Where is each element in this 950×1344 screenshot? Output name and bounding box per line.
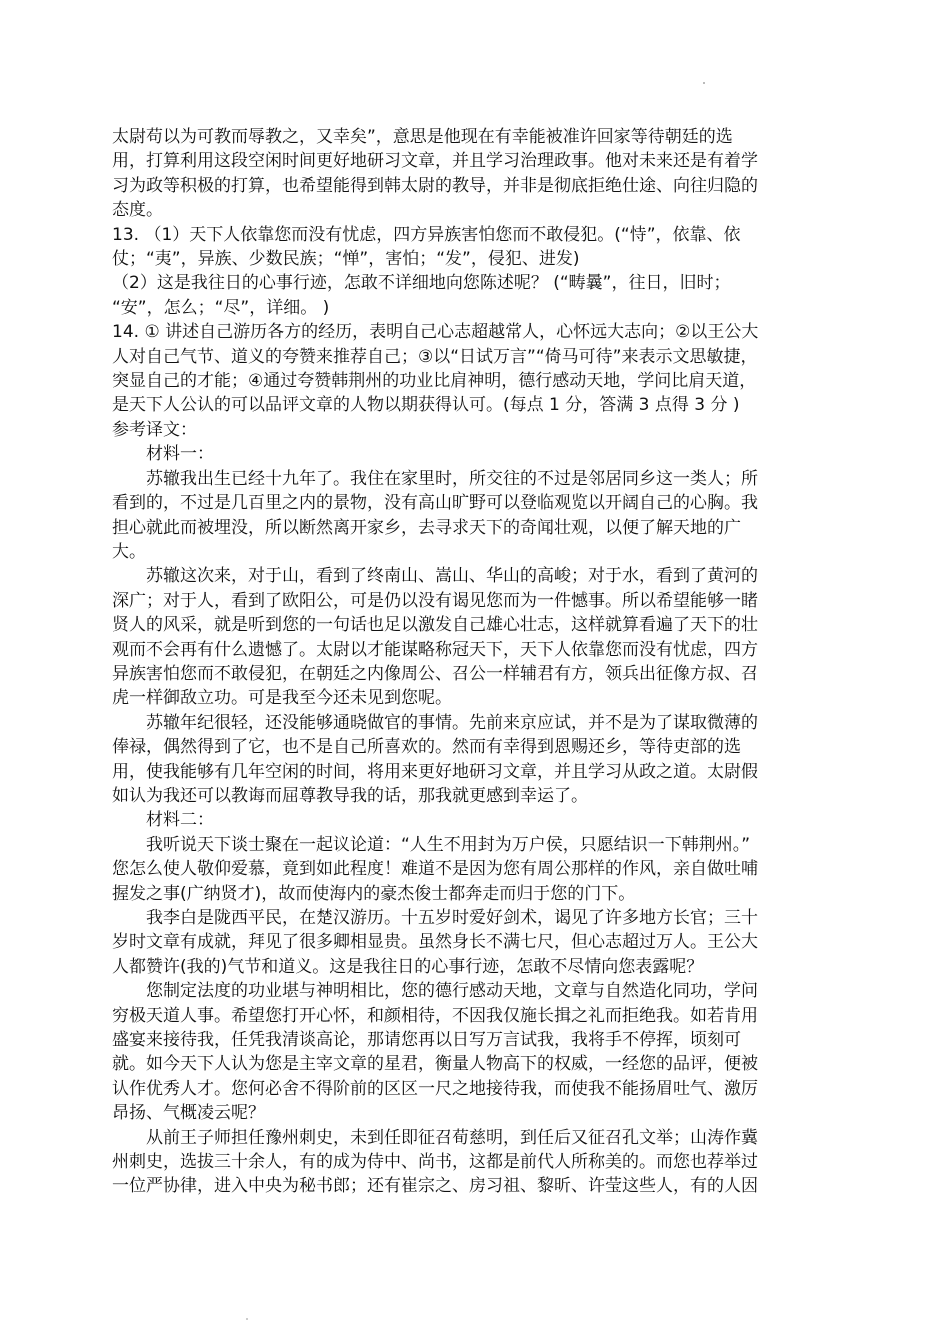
text-line: 用，打算利用这段空闲时间更好地研习文章，并且学习治理政事。他对未来还是有着学 xyxy=(112,151,758,172)
paragraph-start: 苏辙我出生已经十九年了。我住在家里时，所交往的不过是邻居同乡这一类人；所 xyxy=(146,468,758,489)
text-line: “安”，怎么；“尽”，详细。 ) xyxy=(112,297,330,318)
text-line: 俸禄，偶然得到了它，也不是自己所喜欢的。然而有幸得到恩赐还乡，等待吏部的选 xyxy=(112,737,741,758)
text-line: 如认为我还可以教诲而屈尊教导我的话，那我就更感到幸运了。 xyxy=(112,785,588,806)
text-line: 看到的，不过是几百里之内的景物，没有高山旷野可以登临观览以开阔自己的心胸。我 xyxy=(112,493,758,514)
text-line: 穷极天道人事。希望您打开心怀，和颜相待，不因我仅施长揖之礼而拒绝我。如若肯用 xyxy=(112,1005,758,1026)
text-line: 岁时文章有成就，拜见了很多卿相显贵。虽然身长不满七尺，但心志超过万人。王公大 xyxy=(112,932,758,953)
paragraph-start: 我听说天下谈士聚在一起议论道：“人生不用封为万户侯，只愿结识一下韩荆州。” xyxy=(146,834,751,855)
text-line: 盛宴来接待我，任凭我清谈高论，那请您再以日写万言试我，我将手不停挥，顷刻可 xyxy=(112,1030,741,1051)
text-line: 握发之事(广纳贤才)，故而使海内的豪杰俊士都奔走而归于您的门下。 xyxy=(112,883,636,904)
document-body xyxy=(112,125,842,1199)
text-line: 是天下人公认的可以品评文章的人物以期获得认可。(每点 1 分，答满 3 点得 3 分 ) xyxy=(112,395,740,416)
text-line: 您怎么使人敬仰爱慕，竟到如此程度！难道不是因为您有周公那样的作风，亲自做吐哺 xyxy=(112,859,758,880)
paragraph-start: 从前王子师担任豫州刺史，未到任即征召荀慈明，到任后又征召孔文举；山涛作冀 xyxy=(146,1127,758,1148)
paragraph-start: 您制定法度的功业堪与神明相比，您的德行感动天地，文章与自然造化同功，学问 xyxy=(146,981,758,1002)
text-line: 就。如今天下人认为您是主宰文章的星君，衡量人物高下的权威，一经您的品评，便被 xyxy=(112,1054,758,1075)
text-line: 观而不会再有什么遗憾了。太尉以才能谋略称冠天下，天下人依靠您而没有忧虑，四方 xyxy=(112,639,758,660)
material-one-heading: 材料一： xyxy=(146,444,214,465)
corner-mark xyxy=(703,82,705,84)
text-line: 昂扬、气概凌云呢？ xyxy=(112,1103,265,1124)
text-line: 认作优秀人才。您何必舍不得阶前的区区一尺之地接待我，而使我不能扬眉吐气、激厉 xyxy=(112,1078,758,1099)
text-line: 大。 xyxy=(112,541,146,562)
text-line: 仗；“夷”，异族、少数民族；“惮”，害怕；“发”，侵犯、进发) xyxy=(112,249,580,270)
text-line: 深广；对于人，看到了欧阳公，可是仍以没有谒见您而为一件憾事。所以希望能够一睹 xyxy=(112,590,758,611)
text-line: 担心就此而被埋没，所以断然离开家乡，去寻求天下的奇闻壮观，以便了解天地的广 xyxy=(112,517,741,538)
text-line: 异族害怕您而不敢侵犯，在朝廷之内像周公、召公一样辅君有方，领兵出征像方叔、召 xyxy=(112,663,758,684)
paragraph-start: 苏辙年纪很轻，还没能够通晓做官的事情。先前来京应试，并不是为了谋取微薄的 xyxy=(146,712,758,733)
paragraph-start: 苏辙这次来，对于山，看到了终南山、嵩山、华山的高峻；对于水，看到了黄河的 xyxy=(146,566,758,587)
answer-13-2-line: （2）这是我往日的心事行迹，怎敢不详细地向您陈述呢？ (“畴曩”，往日，旧时； xyxy=(112,273,731,294)
material-two-heading: 材料二： xyxy=(146,810,214,831)
answer-14-line: 14. ① 讲述自己游历各方的经历，表明自己心志超越常人，心怀远大志向；②以王公大 xyxy=(112,322,759,343)
text-line: 州刺史，选拔三十余人，有的成为侍中、尚书，这都是前代人所称美的。而您也荐举过 xyxy=(112,1152,758,1173)
text-line: 态度。 xyxy=(112,200,163,221)
text-line: 突显自己的才能；④通过夸赞韩荆州的功业比肩神明，德行感动天地，学问比肩天道， xyxy=(112,371,757,392)
paragraph-start: 我李白是陇西平民，在楚汉游历。十五岁时爱好剑术，谒见了许多地方长官；三十 xyxy=(146,908,758,928)
text-line: 一位严协律，进入中央为秘书郎；还有崔宗之、房习祖、黎昕、许莹这些人，有的人因 xyxy=(112,1176,758,1197)
text-line: 人对自己气节、道义的夸赞来推荐自己；③以“日试万言”“倚马可待”来表示文思敏捷， xyxy=(112,346,758,367)
text-line: 人都赞许(我的)气节和道义。这是我往日的心事行迹，怎敢不尽情向您表露呢？ xyxy=(112,956,704,977)
footer-mark xyxy=(246,1318,248,1320)
text-line: 太尉苟以为可教而辱教之，又幸矣”，意思是他现在有幸能被准许回家等待朝廷的选 xyxy=(112,127,733,147)
text-line: 虎一样御敌立功。可是我至今还未见到您呢。 xyxy=(112,688,452,709)
text-line: 习为政等积极的打算，也希望能得到韩太尉的教导，并非是彻底拒绝仕途、向往归隐的 xyxy=(112,175,758,196)
answer-13-line: 13. （1）天下人依靠您而没有忧虑，四方异族害怕您而不敢侵犯。(“恃”，依靠、依 xyxy=(112,224,741,245)
text-line: 贤人的风采，就是听到您的一句话也足以激发自己雄心壮志，这样就算看遍了天下的壮 xyxy=(112,615,758,636)
translation-heading: 参考译文： xyxy=(112,419,197,440)
text-line: 用，使我能够有几年空闲的时间，将用来更好地研习文章，并且学习从政之道。太尉假 xyxy=(112,761,758,782)
